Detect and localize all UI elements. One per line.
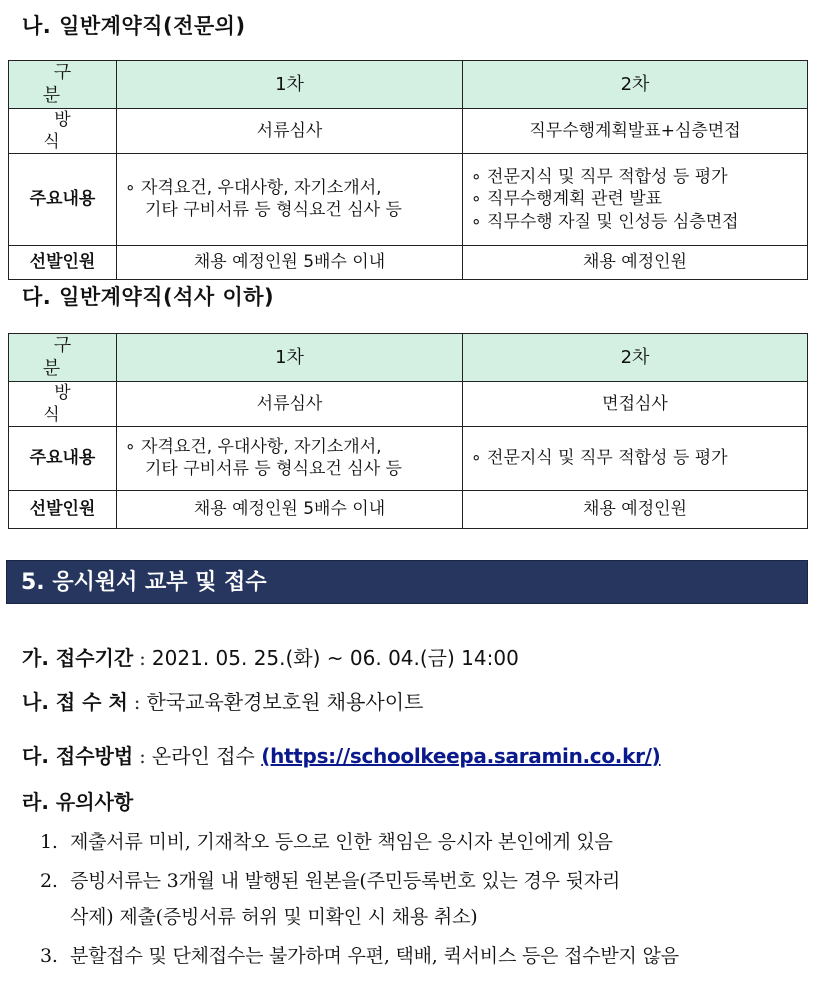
notes-label: 라. 유의사항 (22, 790, 134, 814)
content-second-line-1: ∘ 전문지식 및 직무 적합성 등 평가 (471, 448, 728, 469)
selection-table-specialist (8, 60, 808, 280)
table-header-row (9, 334, 808, 382)
method-second: 직무수행계획발표+심층면접 (463, 108, 808, 153)
application-method (22, 740, 661, 769)
list-item-text: 증빙서류는 3개월 내 발행된 원본을(주민등록번호 있는 경우 뒷자리 (70, 870, 621, 892)
content-second (463, 153, 808, 245)
header-second: 2차 (463, 61, 808, 109)
list-item (40, 941, 679, 968)
list-item-number: 1. (40, 831, 58, 853)
list-item-text: 분할접수 및 단체접수는 불가하며 우편, 택배, 퀵서비스 등은 접수받지 않음 (70, 945, 679, 967)
header-category: 구 분 (9, 61, 117, 109)
application-period (22, 642, 519, 671)
content-first-line-1: ∘ 자격요건, 우대사항, 자기소개서, (125, 437, 382, 458)
place-separator: : (133, 690, 141, 714)
method-first: 서류심사 (117, 108, 463, 153)
application-site-link[interactable]: (https://schoolkeepa.saramin.co.kr/) (261, 744, 661, 768)
table-row-content (9, 426, 808, 490)
list-item (40, 866, 620, 893)
table-row-method (9, 381, 808, 426)
method-first: 서류심사 (117, 381, 463, 426)
header-second: 2차 (463, 334, 808, 382)
place-value: 한국교육환경보호원 채용사이트 (146, 690, 424, 714)
section-title-specialist: 나. 일반계약직(전문의) (22, 14, 246, 38)
table-row-selection (9, 245, 808, 279)
header-first: 1차 (117, 61, 463, 109)
header-first: 1차 (117, 334, 463, 382)
selection-first: 채용 예정인원 5배수 이내 (117, 245, 463, 279)
content-second-line-2: ∘ 직무수행계획 관련 발표 (471, 189, 663, 210)
content-first (117, 153, 463, 245)
content-first-line-2: 기타 구비서류 등 형식요건 심사 등 (145, 200, 402, 221)
section-title-masters: 다. 일반계약직(석사 이하) (22, 285, 275, 309)
selection-table-masters (8, 333, 808, 529)
row-label-selection: 선발인원 (9, 245, 117, 279)
selection-second: 채용 예정인원 (463, 490, 808, 528)
method-separator: : (139, 744, 146, 768)
row-label-selection: 선발인원 (9, 490, 117, 528)
content-second-line-3: ∘ 직무수행 자질 및 인성등 심층면접 (471, 211, 739, 232)
selection-second: 채용 예정인원 (463, 245, 808, 279)
row-label-method: 방 식 (9, 381, 117, 426)
table-row-method (9, 108, 808, 153)
selection-first: 채용 예정인원 5배수 이내 (117, 490, 463, 528)
table-header-row (9, 61, 808, 109)
table-row-selection (9, 490, 808, 528)
list-item (40, 827, 613, 854)
list-item-number: 3. (40, 945, 58, 967)
section-banner: 5. 응시원서 교부 및 접수 (6, 560, 808, 604)
header-category: 구 분 (9, 334, 117, 382)
place-label: 나. 접 수 처 (22, 690, 128, 714)
method-label: 다. 접수방법 (22, 744, 134, 768)
content-second-line-1: ∘ 전문지식 및 직무 적합성 등 평가 (471, 167, 728, 188)
application-place (22, 686, 423, 715)
method-value: 온라인 접수 (151, 744, 255, 768)
row-label-content: 주요내용 (9, 426, 117, 490)
table-row-content (9, 153, 808, 245)
content-second (463, 426, 808, 490)
row-label-content: 주요내용 (9, 153, 117, 245)
content-first-line-1: ∘ 자격요건, 우대사항, 자기소개서, (125, 178, 382, 199)
method-second: 면접심사 (463, 381, 808, 426)
period-separator: : (139, 646, 146, 670)
content-first (117, 426, 463, 490)
period-value: 2021. 05. 25.(화) ~ 06. 04.(금) 14:00 (151, 646, 519, 670)
list-item-text: 제출서류 미비, 기재착오 등으로 인한 책임은 응시자 본인에게 있음 (70, 831, 613, 853)
content-first-line-2: 기타 구비서류 등 형식요건 심사 등 (145, 459, 402, 480)
notes-heading (22, 786, 133, 815)
period-label: 가. 접수기간 (22, 646, 134, 670)
list-item-continuation: 삭제) 제출(증빙서류 허위 및 미확인 시 채용 취소) (70, 906, 478, 928)
list-item-number: 2. (40, 870, 58, 892)
row-label-method: 방 식 (9, 108, 117, 153)
